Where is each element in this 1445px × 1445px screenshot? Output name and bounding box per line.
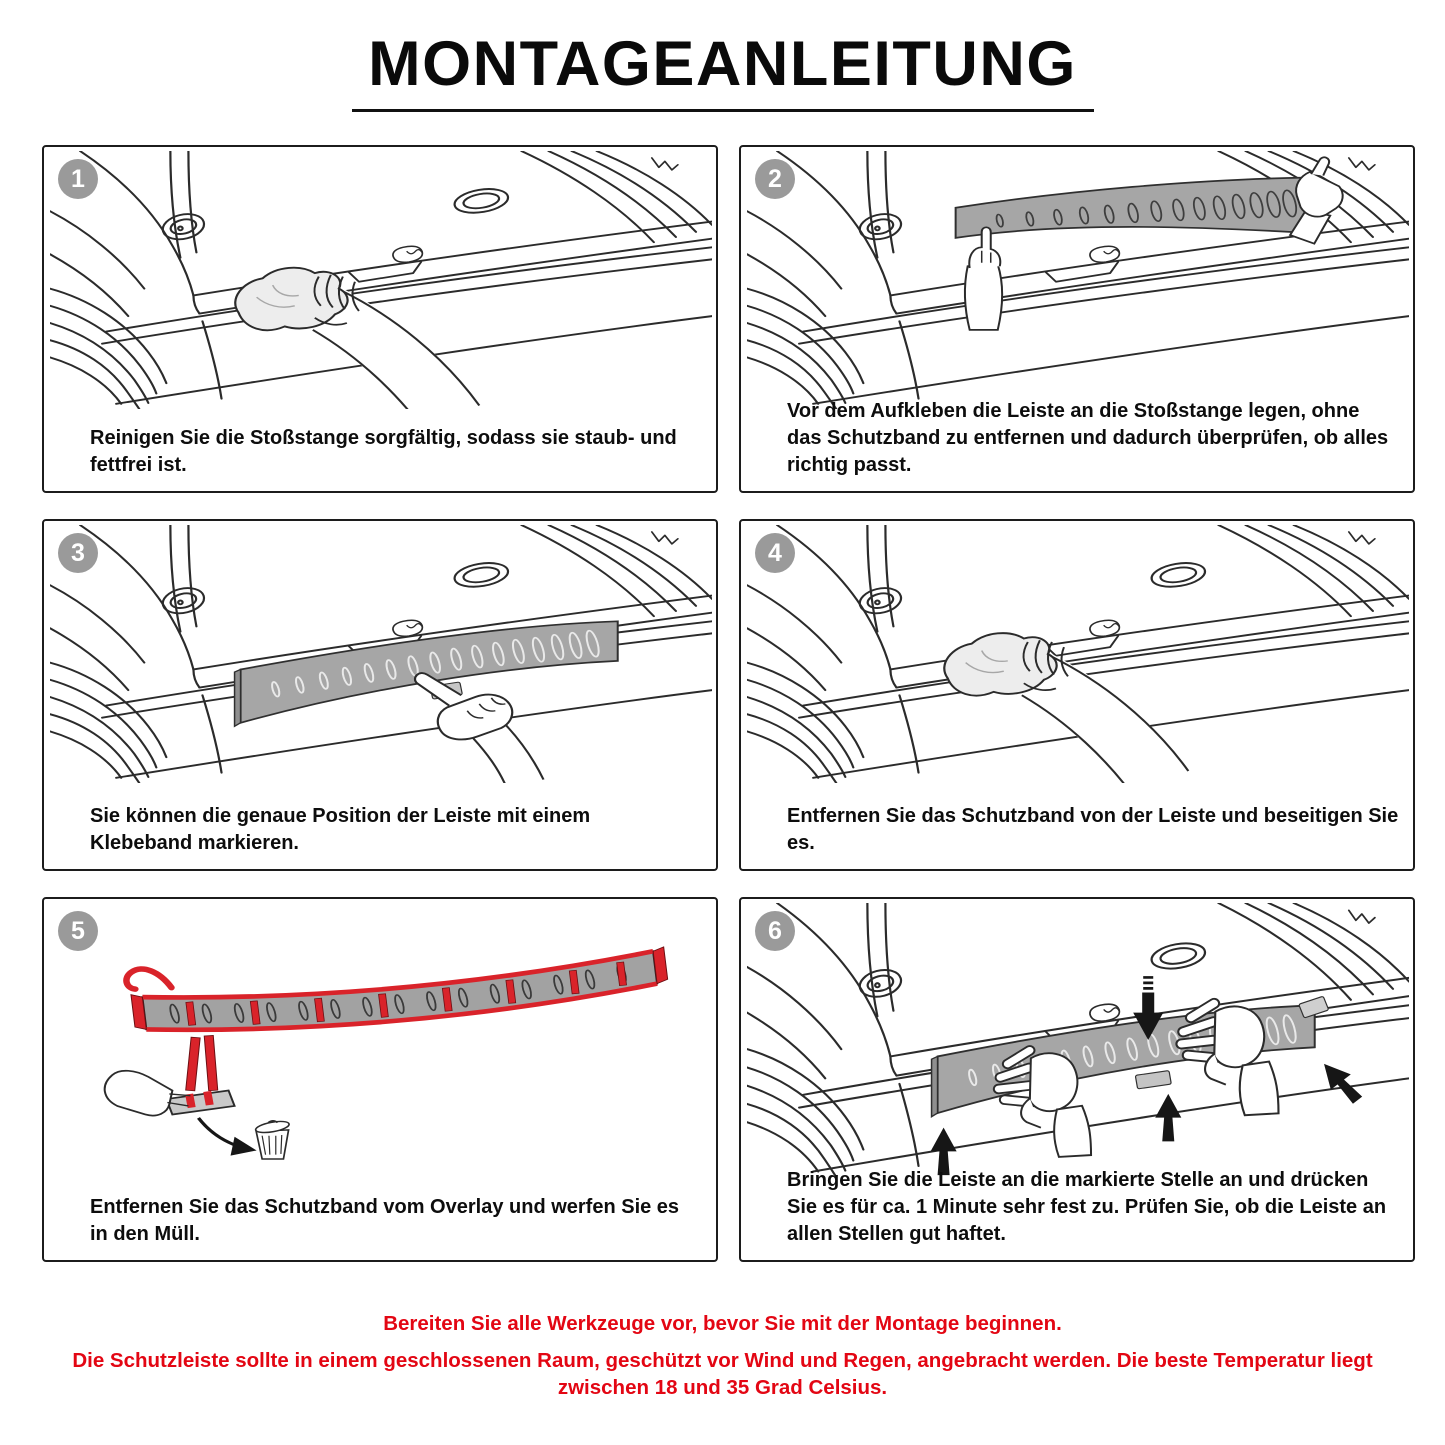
trash-can-icon <box>255 1119 291 1159</box>
step-panel-3 <box>42 519 718 871</box>
footer-warning-line2: Die Schutzleiste sollte in einem geschlossenen Raum, geschützt vor Wind und Regen, angebracht werden. Die beste Temperatur liegt zwischen 18 und 35 Grad Celsius. <box>72 1349 1373 1399</box>
press-strip-illustration <box>747 903 1409 1177</box>
step-caption: Sie können die genaue Position der Leiste mit einem Klebeband markieren. <box>90 805 591 854</box>
remove-protective-tape-illustration <box>747 525 1409 783</box>
steps-grid <box>42 145 1415 1262</box>
step-caption: Entfernen Sie das Schutzband vom Overlay und werfen Sie es in den Müll. <box>90 1196 680 1245</box>
car-rear-cleaning-illustration <box>50 151 712 409</box>
holding-hand-left-icon <box>965 227 1002 330</box>
step-number-badge: 1 <box>58 159 98 199</box>
car-rear-icon <box>747 525 1409 783</box>
step-panel-4 <box>739 519 1415 871</box>
step-caption: Vor dem Aufkleben die Leiste an die Stoßstange legen, ohne das Schutzband zu entfernen und dadurch überprüfen, ob alles richtig passt. <box>787 400 1389 476</box>
step-number-badge: 4 <box>755 533 795 573</box>
step-caption: Entfernen Sie das Schutzband von der Leiste und beseitigen Sie es. <box>787 805 1399 854</box>
step-panel-5 <box>42 897 718 1262</box>
step-number-badge: 6 <box>755 911 795 951</box>
step-panel-2 <box>739 145 1415 493</box>
step-panel-6 <box>739 897 1415 1262</box>
step-number-badge: 2 <box>755 159 795 199</box>
strip-test-fit-illustration <box>747 151 1409 409</box>
overlay-strip-red-icon <box>125 922 670 1044</box>
overlay-tape-removal-illustration <box>50 903 712 1177</box>
step-number-badge: 5 <box>58 911 98 951</box>
tape-marker-center-icon <box>1135 1071 1171 1089</box>
protection-strip-icon <box>956 178 1305 238</box>
step-panel-1 <box>42 145 718 493</box>
step-number-badge: 3 <box>58 533 98 573</box>
step-caption: Bringen Sie die Leiste an die markierte Stelle an und drücken Sie es für ca. 1 Minute sehr fest zu. Prüfen Sie, ob die Leiste an allen Stellen gut haftet. <box>787 1169 1387 1245</box>
press-up-arrow-center-icon <box>1155 1094 1181 1141</box>
peeled-tape-curl-icon <box>125 967 171 992</box>
footer-warning-line1: Bereiten Sie alle Werkzeuge vor, bevor Sie mit der Montage beginnen. <box>383 1312 1062 1335</box>
press-up-arrow-right-icon <box>1314 1056 1368 1108</box>
mark-position-illustration <box>50 525 712 783</box>
step-caption: Reinigen Sie die Stoßstange sorgfältig, sodass sie staub- und fettfrei ist. <box>90 427 677 476</box>
tape-marker-right-icon <box>1299 996 1329 1018</box>
peeling-hand-icon <box>105 1035 291 1159</box>
hand-with-tape-icon <box>944 633 1188 783</box>
title-underline <box>352 109 1094 112</box>
page-title: MONTAGEANLEITUNG <box>368 29 1077 99</box>
